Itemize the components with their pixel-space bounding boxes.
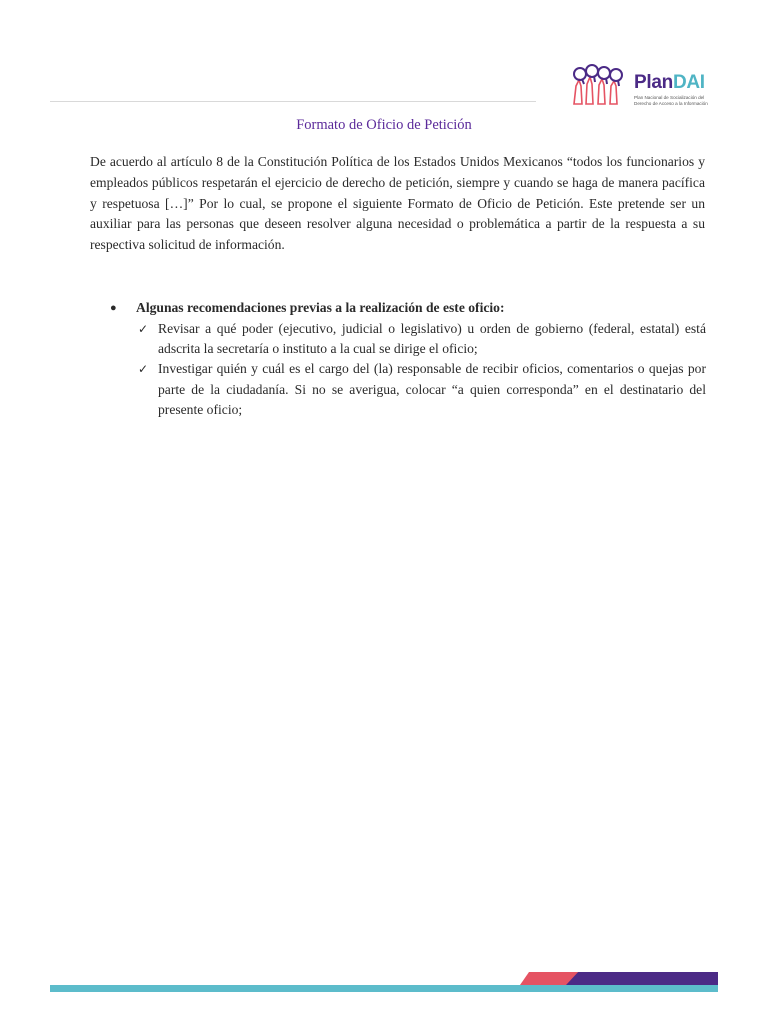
logo-wordmark bbox=[634, 73, 705, 93]
list-item-text: Investigar quién y cuál es el cargo del (la) responsable de recibir oficios, comentarios o quejas por parte de la ciudadanía. Si no se averigua, colocar “a quien corresponda” en el destinatario del presente oficio; bbox=[158, 361, 706, 417]
checkmark-icon: ✓ bbox=[138, 322, 149, 336]
intro-paragraph: De acuerdo al artículo 8 de la Constitución Política de los Estados Unidos Mexicanos “todos los funcionarios y empleados públicos respetarán el ejercicio de derecho de petición, siempre y cuando se haga de manera pacífica y respetuosa […]” Por lo cual, se propone el siguiente Formato de Oficio de Petición. Este pretende ser un auxiliar para las personas que deseen resolver alguna necesidad o problemática a partir de la respuesta a su respectiva solicitud de información. bbox=[90, 154, 705, 253]
hands-magnifier-icon bbox=[568, 64, 632, 108]
logo-word-plan: Plan bbox=[634, 72, 673, 93]
footer-purple-stripe bbox=[566, 972, 718, 985]
recommendations-heading-text: Algunas recomendaciones previas a la realización de este oficio: bbox=[136, 300, 505, 315]
list-item bbox=[138, 359, 706, 420]
document-title: Formato de Oficio de Petición bbox=[296, 117, 472, 133]
footer-teal-bar bbox=[50, 985, 718, 992]
logo-tagline: Plan Nacional de Socialización del Derecho de Acceso a la Información bbox=[634, 95, 708, 106]
checkmark-icon: ✓ bbox=[138, 362, 149, 377]
recommendations-heading bbox=[110, 298, 710, 318]
list-item bbox=[138, 319, 706, 359]
logo-word-dai: DAI bbox=[672, 72, 705, 93]
bullet-icon: ● bbox=[110, 302, 117, 314]
header-divider bbox=[50, 101, 536, 102]
plandai-logo bbox=[568, 64, 718, 108]
list-item-text: Revisar a qué poder (ejecutivo, judicial o legislativo) u orden de gobierno (federal, estatal) está adscrita la secretaría o instituto a la cual se dirige el oficio; bbox=[158, 321, 706, 357]
recommendations-list bbox=[138, 319, 706, 420]
